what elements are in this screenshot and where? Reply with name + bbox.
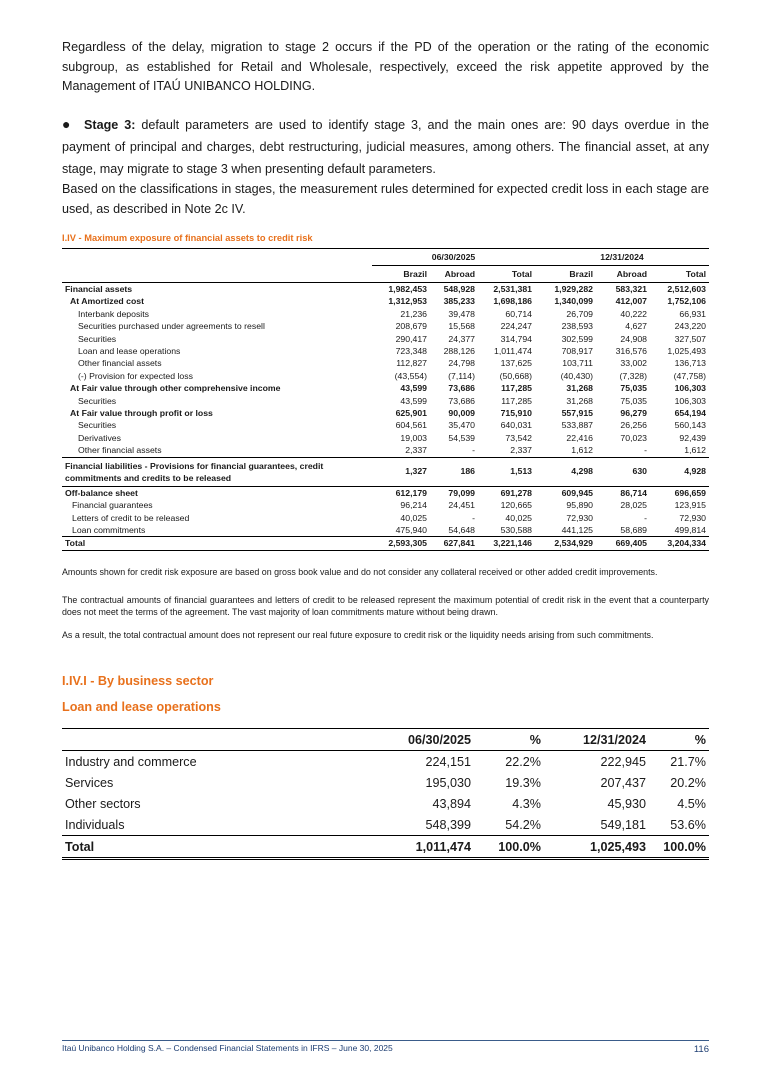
cell-value: 40,025 <box>400 512 427 523</box>
note-gross-book-value: Amounts shown for credit risk exposure are based on gross book value and do not consider any collateral received or other added credit improvements. <box>62 567 658 577</box>
cell-value: 73,542 <box>505 432 532 443</box>
cell-value: 24,377 <box>448 333 475 344</box>
row-label: Other financial assets <box>78 445 162 456</box>
footer-divider <box>62 1040 709 1041</box>
cell-value: 208,679 <box>395 321 427 332</box>
intro-paragraph: Regardless of the delay, migration to stage 2 occurs if the PD of the operation or the rating of the economic subgroup, as established for Retail and Wholesale, respectively, exceed the risk appetite approved by the Management of ITAÚ UNIBANCO HOLDING. <box>62 40 709 93</box>
exposure-row <box>62 283 709 296</box>
cell-value: 21.7% <box>670 754 706 769</box>
cell-value: 2,593,305 <box>372 537 430 550</box>
cell-value: 316,576 <box>615 346 647 357</box>
cell-value: 222,945 <box>600 754 646 769</box>
cell-value: 1,011,474 <box>493 346 532 357</box>
cell-value: (43,554) <box>394 370 427 381</box>
credit-exposure-table <box>62 248 709 551</box>
col-header: Abroad <box>430 266 478 283</box>
cell-value: 696,659 <box>650 486 709 499</box>
row-label: Services <box>65 775 114 790</box>
col-header: 06/30/2025 <box>362 729 474 751</box>
cell-value: 1,612 <box>684 445 706 456</box>
cell-value: 120,665 <box>500 500 532 511</box>
cell-value: 92,439 <box>679 432 706 443</box>
cell-value: 26,256 <box>620 420 647 431</box>
cell-value: 499,814 <box>674 524 706 535</box>
row-label: (-) Provision for expected loss <box>78 370 193 381</box>
cell-value: 33,002 <box>620 358 647 369</box>
exposure-row <box>62 499 709 511</box>
cell-value: 4,627 <box>625 321 647 332</box>
cell-value: 96,279 <box>620 408 647 419</box>
exposure-row <box>62 333 709 345</box>
cell-value: 117,285 <box>501 383 532 394</box>
sector-row <box>62 772 709 793</box>
row-label: Securities <box>78 333 117 344</box>
cell-value: 630 <box>596 457 650 486</box>
row-label: Other sectors <box>65 796 141 811</box>
cell-value: 441,125 <box>561 524 593 535</box>
cell-value: 640,031 <box>500 420 532 431</box>
cell-value: (40,430) <box>560 370 593 381</box>
cell-value: 654,194 <box>674 408 706 419</box>
row-label: Financial liabilities - Provisions for financial guarantees, credit commitments and credits to be released <box>62 457 372 486</box>
exposure-row <box>62 444 709 457</box>
cell-value: 1,011,474 <box>362 836 474 859</box>
row-label: Securities purchased under agreements to resell <box>78 321 265 332</box>
cell-value: 54,539 <box>448 432 475 443</box>
cell-value: 243,220 <box>674 321 706 332</box>
cell-value: - <box>644 445 647 456</box>
cell-value: 2,337 <box>510 445 532 456</box>
cell-value: 117,285 <box>501 395 532 406</box>
cell-value: 288,126 <box>443 346 475 357</box>
classification-paragraph: Based on the classifications in stages, the measurement rules determined for expected credit loss in each stage are used, as described in Note 2c IV. <box>62 182 709 216</box>
column-header-row <box>62 266 709 283</box>
cell-value: (7,114) <box>448 370 475 381</box>
exposure-row <box>62 407 709 419</box>
cell-value: 2,531,381 <box>493 284 532 294</box>
exposure-row <box>62 320 709 332</box>
row-label: Loan commitments <box>72 524 146 535</box>
sector-row <box>62 793 709 814</box>
cell-value: 43,599 <box>400 395 427 406</box>
cell-value: 1,327 <box>372 457 430 486</box>
cell-value: 19.3% <box>505 775 541 790</box>
row-label: Securities <box>78 395 117 406</box>
cell-value: 723,348 <box>395 346 427 357</box>
col-header: Total <box>478 266 535 283</box>
cell-value: 73,686 <box>448 395 475 406</box>
cell-value: 21,236 <box>400 308 427 319</box>
cell-value: 26,709 <box>566 308 593 319</box>
cell-value: 100.0% <box>474 836 544 859</box>
cell-value: 533,887 <box>561 420 593 431</box>
cell-value: 31,268 <box>566 383 593 394</box>
cell-value: 549,181 <box>600 817 646 832</box>
cell-value: 136,713 <box>674 358 706 369</box>
cell-value: 53.6% <box>670 817 706 832</box>
cell-value: 54.2% <box>505 817 541 832</box>
cell-value: 40,222 <box>620 308 647 319</box>
page-number: 116 <box>693 1044 709 1055</box>
row-label: Total <box>62 836 362 859</box>
bullet-icon: ● <box>62 116 71 132</box>
cell-value: 24,908 <box>620 333 647 344</box>
cell-value: 560,143 <box>674 420 706 431</box>
cell-value: 604,561 <box>395 420 427 431</box>
cell-value: 669,405 <box>596 537 650 550</box>
col-header: % <box>649 729 709 751</box>
cell-value: 548,399 <box>425 817 471 832</box>
cell-value: 627,841 <box>430 537 478 550</box>
exposure-row <box>62 345 709 357</box>
cell-value: 79,099 <box>430 486 478 499</box>
exposure-row <box>62 419 709 431</box>
cell-value: 1,929,282 <box>554 284 593 294</box>
cell-value: 100.0% <box>649 836 709 859</box>
exposure-row <box>62 295 709 307</box>
footer-text: Itaú Unibanco Holding S.A. – Condensed Financial Statements in IFRS – June 30, 2025 <box>62 1043 393 1053</box>
row-label: Industry and commerce <box>65 754 197 769</box>
cell-value: (50,668) <box>499 370 532 381</box>
row-label: Derivatives <box>78 432 121 443</box>
cell-value: 58,689 <box>620 524 647 535</box>
cell-value: 691,278 <box>478 486 535 499</box>
row-label: Loan and lease operations <box>78 346 181 357</box>
cell-value: 15,568 <box>448 321 475 332</box>
stage3-bullet <box>62 113 709 180</box>
exposure-row <box>62 524 709 537</box>
cell-value: 4,298 <box>535 457 596 486</box>
cell-value: 4.5% <box>677 796 706 811</box>
cell-value: 238,593 <box>561 321 593 332</box>
cell-value: 90,009 <box>448 408 475 419</box>
row-label: At Fair value through other comprehensive income <box>70 383 281 394</box>
exposure-row <box>62 457 709 486</box>
cell-value: 1,982,453 <box>388 284 427 294</box>
exposure-row <box>62 432 709 444</box>
cell-value: 609,945 <box>535 486 596 499</box>
cell-value: 1,025,493 <box>667 346 706 357</box>
col-header: 12/31/2024 <box>544 729 649 751</box>
cell-value: 195,030 <box>425 775 471 790</box>
cell-value: 24,798 <box>448 358 475 369</box>
period-header-2025: 06/30/2025 <box>372 249 535 266</box>
cell-value: 625,901 <box>395 408 427 419</box>
cell-value: 45,930 <box>607 796 646 811</box>
cell-value: 224,247 <box>500 321 532 332</box>
cell-value: 2,512,603 <box>667 284 706 294</box>
cell-value: 75,035 <box>620 395 647 406</box>
row-label: Financial guarantees <box>72 500 153 511</box>
exposure-row <box>62 357 709 369</box>
col-header: Abroad <box>596 266 650 283</box>
cell-value: 3,204,334 <box>650 537 709 550</box>
cell-value: 412,007 <box>615 296 647 307</box>
exposure-row <box>62 512 709 524</box>
cell-value: 19,003 <box>400 432 427 443</box>
stage3-text: default parameters are used to identify stage 3, and the main ones are: 90 days overdue in the payment of principal and charges, debt restructuring, judicial measures, among others. The financial asset, at any stage, may migrate to stage 3 when presenting default parameters. <box>62 118 709 176</box>
exposure-row <box>62 395 709 407</box>
cell-value: 290,417 <box>395 333 427 344</box>
cell-value: 112,827 <box>396 358 427 369</box>
cell-value: 548,928 <box>443 284 475 294</box>
cell-value: 1,340,099 <box>554 296 593 307</box>
cell-value: 3,221,146 <box>478 537 535 550</box>
cell-value: 1,513 <box>478 457 535 486</box>
row-label: Total <box>62 537 372 550</box>
cell-value: 4.3% <box>512 796 541 811</box>
cell-value: 24,451 <box>448 500 475 511</box>
row-label: Off-balance sheet <box>62 486 372 499</box>
cell-value: 106,303 <box>674 383 706 394</box>
cell-value: 186 <box>430 457 478 486</box>
note-contractual-amounts: The contractual amounts of financial guarantees and letters of credit to be released represent the maximum potential of credit risk in the event that a counterparty does not meet the terms of the agreement. The vast majority of loan commitments mature without being drawn. <box>62 595 709 617</box>
cell-value: 73,686 <box>448 383 475 394</box>
cell-value: 1,752,106 <box>667 296 706 307</box>
cell-value: 137,625 <box>500 358 532 369</box>
cell-value: 302,599 <box>561 333 593 344</box>
cell-value: 54,648 <box>448 524 475 535</box>
cell-value: (7,328) <box>619 370 647 381</box>
cell-value: - <box>472 445 475 456</box>
cell-value: 72,930 <box>679 512 706 523</box>
col-header: Brazil <box>535 266 596 283</box>
cell-value: 96,214 <box>400 500 427 511</box>
exposure-row <box>62 308 709 320</box>
exposure-row <box>62 537 709 550</box>
cell-value: 612,179 <box>372 486 430 499</box>
row-label: Other financial assets <box>78 358 162 369</box>
cell-value: 2,534,929 <box>535 537 596 550</box>
cell-value: 557,915 <box>561 408 593 419</box>
stage3-label: Stage 3: <box>84 118 136 132</box>
col-header: % <box>474 729 544 751</box>
cell-value: 86,714 <box>596 486 650 499</box>
section-title-exposure: I.IV - Maximum exposure of financial assets to credit risk <box>62 233 313 243</box>
cell-value: 66,931 <box>679 308 706 319</box>
cell-value: 103,711 <box>562 358 593 369</box>
cell-value: 31,268 <box>566 395 593 406</box>
cell-value: (47,758) <box>673 370 706 381</box>
business-sector-header-row <box>62 729 709 751</box>
col-header: Total <box>650 266 709 283</box>
cell-value: 60,714 <box>505 308 532 319</box>
cell-value: 22.2% <box>505 754 541 769</box>
cell-value: 475,940 <box>395 524 427 535</box>
row-label: Letters of credit to be released <box>72 512 190 523</box>
cell-value: 224,151 <box>425 754 471 769</box>
section-title-business-sector: I.IV.I - By business sector <box>62 674 214 688</box>
cell-value: 20.2% <box>670 775 706 790</box>
period-header-2024: 12/31/2024 <box>535 249 709 266</box>
cell-value: 1,025,493 <box>544 836 649 859</box>
cell-value: 583,321 <box>615 284 647 294</box>
cell-value: 72,930 <box>566 512 593 523</box>
period-header-row <box>62 249 709 266</box>
cell-value: 22,416 <box>566 432 593 443</box>
cell-value: 385,233 <box>443 296 475 307</box>
cell-value: 1,312,953 <box>388 296 427 307</box>
cell-value: 70,023 <box>620 432 647 443</box>
cell-value: - <box>472 512 475 523</box>
cell-value: - <box>644 512 647 523</box>
section-subtitle-loans: Loan and lease operations <box>62 700 221 714</box>
cell-value: 95,890 <box>566 500 593 511</box>
exposure-row <box>62 486 709 499</box>
cell-value: 123,915 <box>674 500 706 511</box>
cell-value: 708,917 <box>561 346 593 357</box>
row-label: At Amortized cost <box>70 296 145 307</box>
cell-value: 75,035 <box>620 383 647 394</box>
cell-value: 530,588 <box>500 524 532 535</box>
cell-value: 1,612 <box>571 445 593 456</box>
cell-value: 2,337 <box>405 445 427 456</box>
exposure-row <box>62 382 709 394</box>
cell-value: 314,794 <box>500 333 532 344</box>
note-real-exposure: As a result, the total contractual amount does not represent our real future exposure to credit risk or the liquidity needs arising from such commitments. <box>62 630 654 640</box>
cell-value: 1,698,186 <box>493 296 532 307</box>
cell-value: 28,025 <box>620 500 647 511</box>
col-header: Brazil <box>372 266 430 283</box>
cell-value: 327,507 <box>674 333 706 344</box>
row-label: Individuals <box>65 817 125 832</box>
cell-value: 106,303 <box>674 395 706 406</box>
row-label: Financial assets <box>65 284 133 294</box>
sector-row <box>62 814 709 836</box>
cell-value: 35,470 <box>448 420 475 431</box>
row-label: Securities <box>78 420 117 431</box>
sector-total-row <box>62 836 709 859</box>
row-label: Interbank deposits <box>78 308 149 319</box>
exposure-row <box>62 370 709 382</box>
cell-value: 43,599 <box>400 383 427 394</box>
cell-value: 715,910 <box>500 408 532 419</box>
row-label: At Fair value through profit or loss <box>70 408 213 419</box>
cell-value: 40,025 <box>505 512 532 523</box>
business-sector-table <box>62 728 709 860</box>
cell-value: 207,437 <box>600 775 646 790</box>
cell-value: 4,928 <box>650 457 709 486</box>
cell-value: 39,478 <box>448 308 475 319</box>
sector-row <box>62 751 709 773</box>
cell-value: 43,894 <box>432 796 471 811</box>
